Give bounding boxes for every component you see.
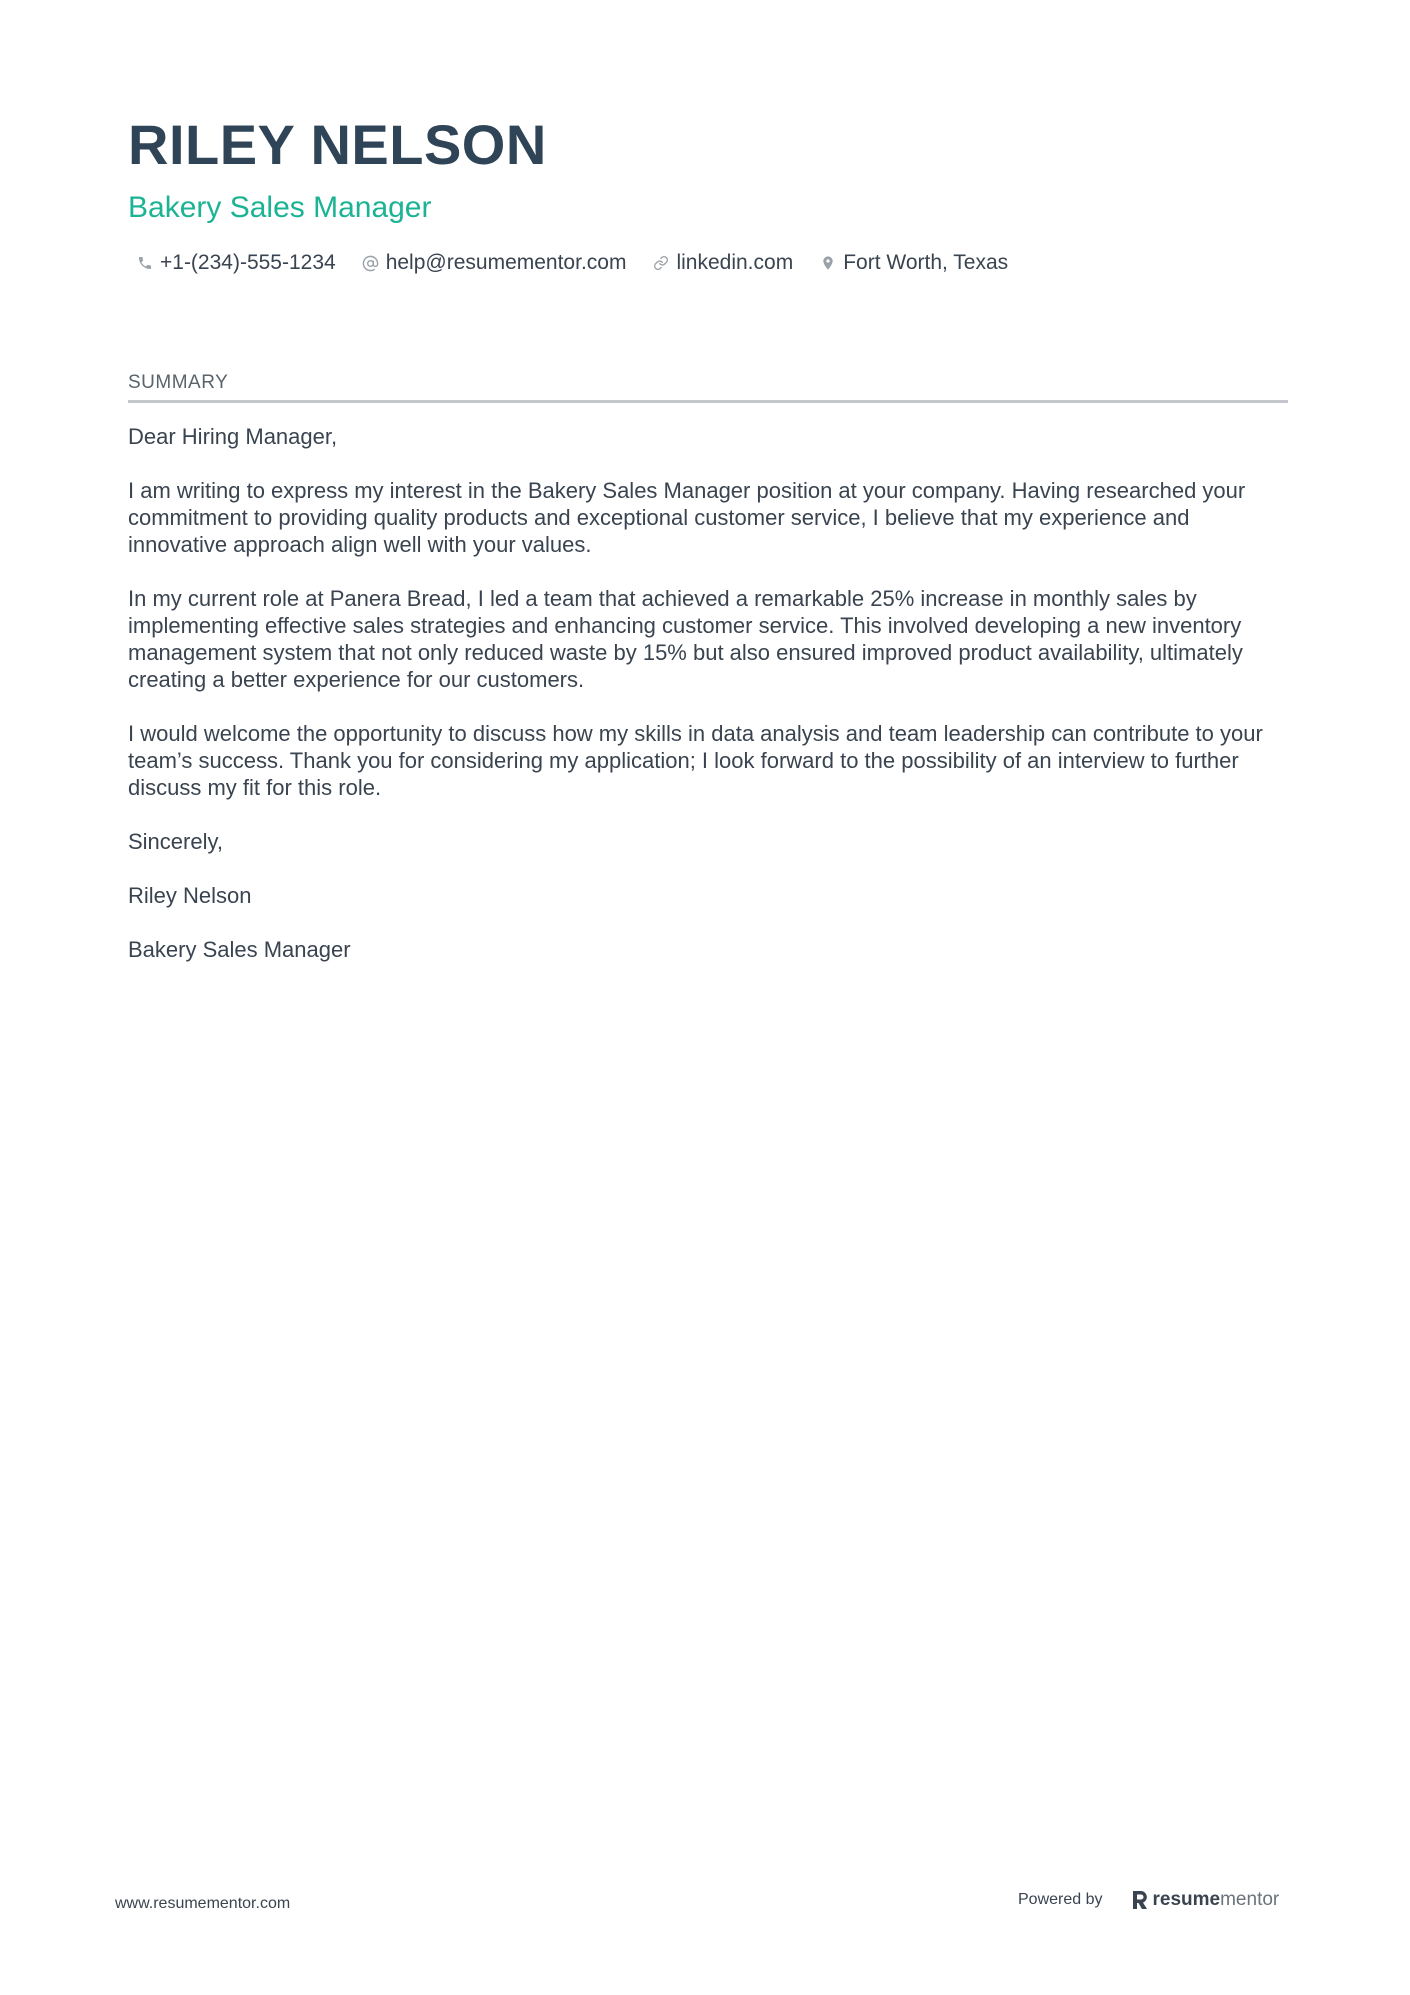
candidate-role: Bakery Sales Manager bbox=[128, 191, 432, 224]
letter-greeting: Dear Hiring Manager, bbox=[128, 424, 338, 449]
footer-branding bbox=[1018, 1888, 1279, 1912]
cover-letter-body bbox=[128, 423, 1288, 963]
letter-closing: Sincerely, bbox=[128, 829, 223, 854]
contact-linkedin[interactable] bbox=[652, 248, 793, 278]
at-icon bbox=[362, 254, 380, 272]
contact-email[interactable] bbox=[362, 248, 627, 278]
contact-bar bbox=[128, 248, 1288, 278]
footer-website[interactable]: www.resumementor.com bbox=[115, 1895, 291, 1912]
email-text[interactable]: help@resumementor.com bbox=[385, 251, 627, 274]
letter-paragraph: I am writing to express my interest in the Bakery Sales Manager position at your company. Having researched your commitment to providing quality products and exceptional customer service, I believe that my experience and innovative approach align well with your values. bbox=[128, 478, 1246, 557]
signature-title: Bakery Sales Manager bbox=[128, 937, 351, 962]
candidate-name: RILEY NELSON bbox=[128, 113, 547, 176]
brand-name-bold: resume bbox=[1152, 1889, 1221, 1910]
powered-by-text: Powered by bbox=[1018, 1891, 1103, 1908]
section-title-summary: SUMMARY bbox=[128, 370, 1288, 403]
resume-page bbox=[128, 110, 1288, 990]
linkedin-text[interactable]: linkedin.com bbox=[676, 251, 794, 274]
phone-icon bbox=[136, 254, 154, 272]
signature-name: Riley Nelson bbox=[128, 883, 252, 908]
contact-phone bbox=[136, 248, 336, 278]
phone-text: +1-(234)-555-1234 bbox=[160, 251, 336, 274]
location-pin-icon bbox=[819, 254, 837, 272]
brand-name-light: mentor bbox=[1220, 1889, 1280, 1910]
resumementor-logo[interactable] bbox=[1131, 1888, 1280, 1912]
location-text: Fort Worth, Texas bbox=[843, 251, 1009, 274]
contact-location bbox=[819, 248, 1008, 278]
link-icon bbox=[652, 254, 670, 272]
letter-paragraph: In my current role at Panera Bread, I led a team that achieved a remarkable 25% increase in monthly sales by implementing effective sales strategies and enhancing customer service. This involved developing a new inventory management system that not only reduced waste by 15% but also ensured improved product availability, ultimately creating a better experience for our customers. bbox=[128, 586, 1243, 692]
resumementor-logo-icon bbox=[1131, 1889, 1149, 1911]
letter-paragraph: I would welcome the opportunity to discuss how my skills in data analysis and team leadership can contribute to your team’s success. Thank you for considering my application; I look forward to the possibility of an interview to further discuss my fit for this role. bbox=[128, 721, 1263, 800]
